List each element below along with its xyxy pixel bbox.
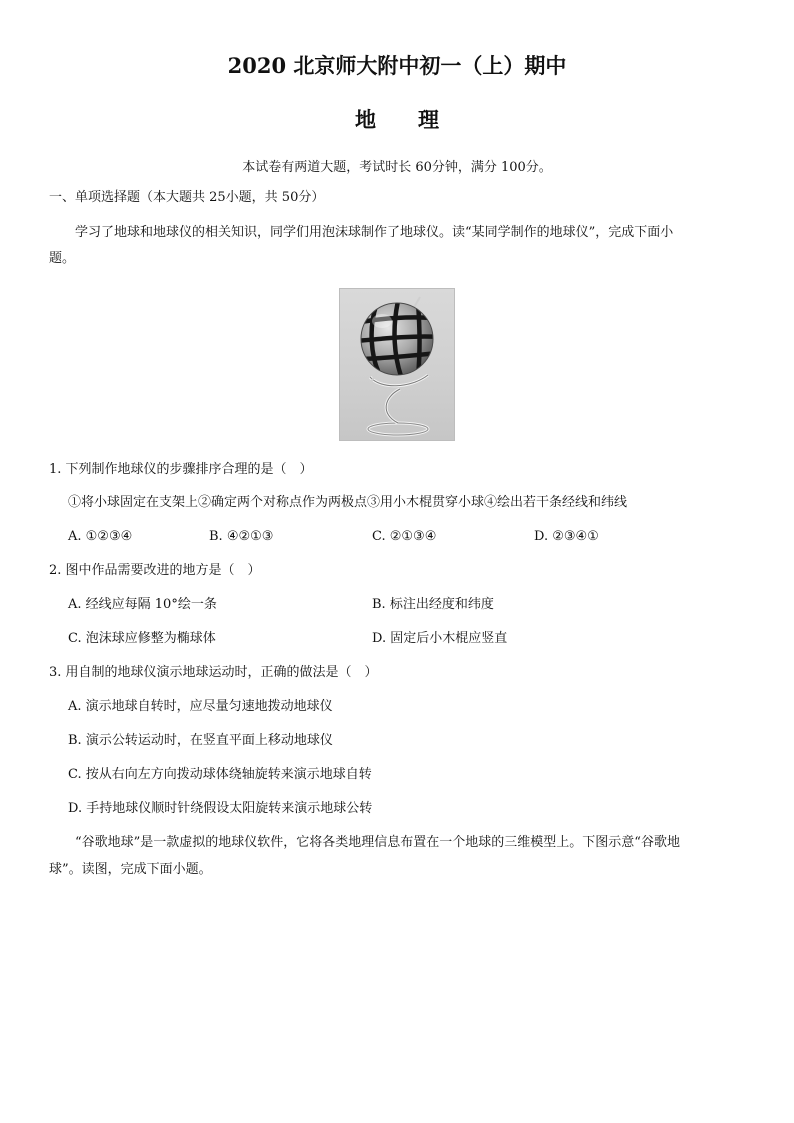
handmade-globe-photo-icon bbox=[340, 289, 454, 440]
passage-line: “谷歌地球”是一款虚拟的地球仪软件，它将各类地理信息布置在一个地球的三维模型上。下图示意“谷歌地 bbox=[75, 835, 680, 850]
question-3-stem: 3. 用自制的地球仪演示地球运动时，正确的做法是（ ） bbox=[49, 665, 378, 680]
question-1-option-d: D. ②③④① bbox=[534, 529, 599, 544]
question-2-option-b: B. 标注出经度和纬度 bbox=[372, 597, 494, 612]
question-1-stem: 1. 下列制作地球仪的步骤排序合理的是（ ） bbox=[49, 462, 313, 477]
question-2-option-a: A. 经线应每隔 10°绘一条 bbox=[68, 597, 217, 612]
exam-title: 2020 北京师大附中初一（上）期中 bbox=[227, 53, 567, 78]
question-3-option-a: A. 演示地球自转时，应尽量匀速地拨动地球仪 bbox=[68, 699, 333, 714]
question-2-stem: 2. 图中作品需要改进的地方是（ ） bbox=[49, 563, 261, 578]
exam-instructions: 本试卷有两道大题，考试时长 60分钟，满分 100分。 bbox=[242, 160, 552, 175]
passage-line: 学习了地球和地球仪的相关知识，同学们用泡沫球制作了地球仪。读“某同学制作的地球仪”，完成下面小 bbox=[75, 225, 674, 240]
question-1-steps: ①将小球固定在支架上②确定两个对称点作为两极点③用小木棍贯穿小球④绘出若干条经线和纬线 bbox=[68, 495, 628, 510]
question-1-option-b: B. ④②①③ bbox=[209, 529, 274, 544]
section-heading: 一、单项选择题（本大题共 25小题，共 50分） bbox=[49, 190, 325, 205]
question-3-option-d: D. 手持地球仪顺时针绕假设太阳旋转来演示地球公转 bbox=[68, 801, 373, 816]
question-1-option-a: A. ①②③④ bbox=[68, 529, 133, 544]
passage-line: 球”。读图，完成下面小题。 bbox=[49, 862, 212, 877]
subject-heading: 地 理 bbox=[355, 107, 439, 132]
question-1-option-c: C. ②①③④ bbox=[372, 529, 437, 544]
passage-line: 题。 bbox=[49, 251, 76, 266]
question-2-option-d: D. 固定后小木棍应竖直 bbox=[372, 631, 508, 646]
question-2-option-c: C. 泡沫球应修整为椭球体 bbox=[68, 631, 216, 646]
question-3-option-b: B. 演示公转运动时，在竖直平面上移动地球仪 bbox=[68, 733, 333, 748]
question-3-option-c: C. 按从右向左方向拨动球体绕轴旋转来演示地球自转 bbox=[68, 767, 372, 782]
globe-photo bbox=[339, 288, 455, 441]
